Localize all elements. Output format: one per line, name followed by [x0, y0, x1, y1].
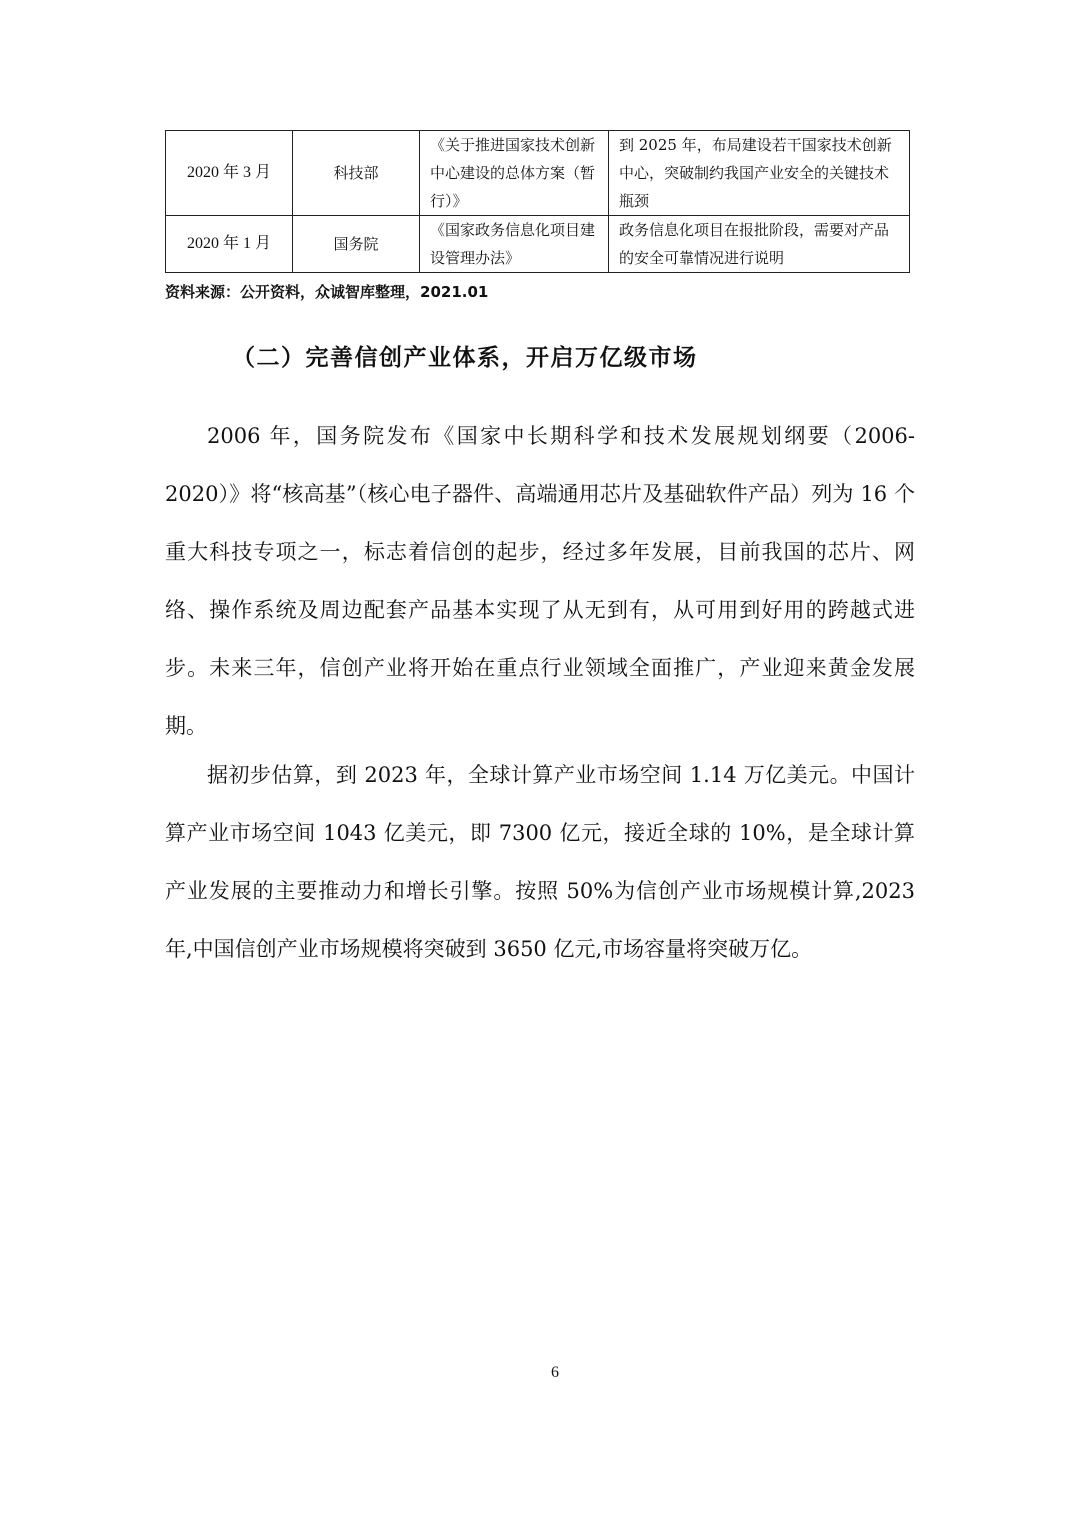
policy-table — [165, 130, 910, 273]
table-cell-content: 政务信息化项目在报批阶段，需要对产品的安全可靠情况进行说明 — [609, 216, 910, 273]
table-cell-date: 2020 年 3 月 — [166, 131, 293, 216]
body-paragraph: 据初步估算，到 2023 年，全球计算产业市场空间 1.14 万亿美元。中国计算产业市场空间 1043 亿美元，即 7300 亿元，接近全球的 10%，是全球计算产业发展的主要推动力和增长引擎。按照 50%为信创产业市场规模计算,2023 年,中国信创产业市场规模将突破到 3650 亿元,市场容量将突破万亿。 — [165, 763, 915, 961]
table-row — [166, 131, 910, 216]
table-cell-department: 科技部 — [293, 131, 420, 216]
source-note: 资料来源：公开资料，众诚智库整理，2021.01 — [165, 283, 489, 301]
table-cell-department: 国务院 — [293, 216, 420, 273]
table-row — [166, 216, 910, 273]
table-cell-document: 《关于推进国家技术创新中心建设的总体方案（暂行）》 — [420, 131, 609, 216]
page-number: 6 — [551, 1364, 559, 1381]
section-heading: （二）完善信创产业体系，开启万亿级市场 — [232, 345, 698, 371]
table-cell-date: 2020 年 1 月 — [166, 216, 293, 273]
table-cell-content: 到 2025 年，布局建设若干国家技术创新中心，突破制约我国产业安全的关键技术瓶颈 — [609, 131, 910, 216]
table-cell-document: 《国家政务信息化项目建设管理办法》 — [420, 216, 609, 273]
body-paragraph: 2006 年，国务院发布《国家中长期科学和技术发展规划纲要（2006-2020）》将“核高基”（核心电子器件、高端通用芯片及基础软件产品）列为 16 个重大科技专项之一，标志着信创的起步，经过多年发展，目前我国的芯片、网络、操作系统及周边配套产品基本实现了从无到有，从可用到好用的跨越式进步。未来三年，信创产业将开始在重点行业领域全面推广，产业迎来黄金发展期。 — [165, 424, 915, 738]
